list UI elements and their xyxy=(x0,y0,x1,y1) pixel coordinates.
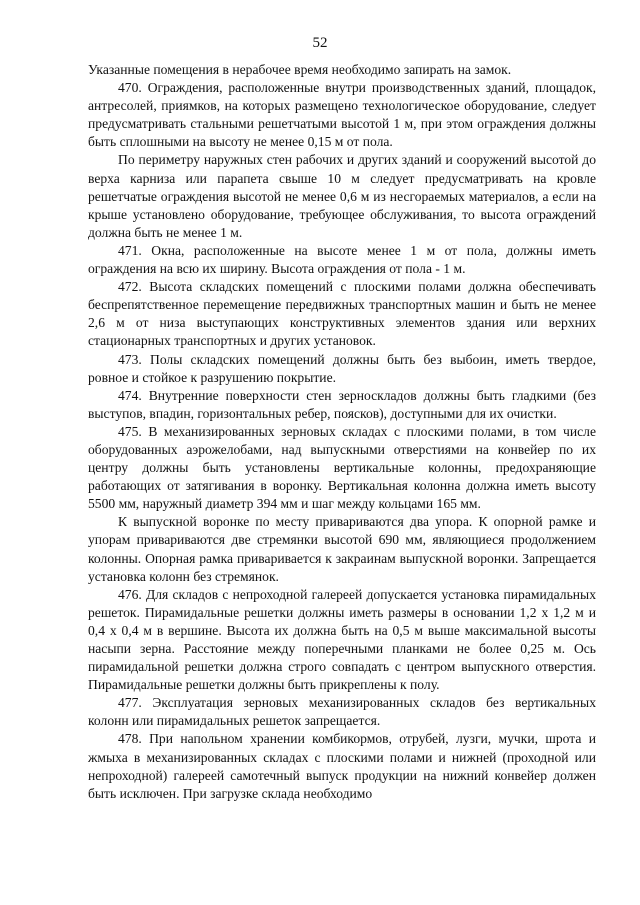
paragraph-470-perimeter: По периметру наружных стен рабочих и других зданий и сооружений высотой до верха карниза или парапета свыше 10 м следует предусматривать на кровле решетчатые ограждения высотой не менее 0,6 м из несгораемых материалов, а если на крыше установлено оборудование, требующее обслуживания, то высота ограждений должна быть не менее 1 м. xyxy=(88,152,596,240)
paragraph-474: 474. Внутренние поверхности стен зерноскладов должны быть гладкими (без выступов, впадин, горизонтальных ребер, поясков), доступными для их очистки. xyxy=(88,387,596,421)
paragraph-471: 471. Окна, расположенные на высоте менее 1 м от пола, должны иметь ограждения на всю их ширину. Высота ограждения от пола - 1 м. xyxy=(88,242,596,277)
paragraph-472: 472. Высота складских помещений с плоскими полами должна обеспечивать беспрепятственное перемещение передвижных транспортных машин и быть не менее 2,6 м от низа выступающих конструктивных элементов здания или верхних стационарных транспортных и других установок. xyxy=(88,279,596,349)
document-body xyxy=(88,61,596,803)
paragraph-477: 477. Эксплуатация зерновых механизированных складов без вертикальных колонн или пирамидальных решеток запрещается. xyxy=(88,695,596,729)
paragraph-470: 470. Ограждения, расположенные внутри производственных зданий, площадок, антресолей, приямков, на которых размещено технологическое оборудование, следует предусматривать стальными решетчатыми высотой 1 м, при этом ограждения должны быть сплошными на высоту не менее 0,15 м от пола. xyxy=(88,80,596,150)
paragraph-476: 476. Для складов с непроходной галереей допускается установка пирамидальных решеток. Пирамидальные решетки должны иметь размеры в основании 1,2 х 1,2 м и 0,4 х 0,4 м в вершине. Высота их должна быть на 0,5 м выше максимальной высоты насыпи зерна. Расстояние между поперечными планками не более 0,25 м. Ось пирамидальной решетки должна строго совпадать с центром выпускного отверстия. Пирамидальные решетки должны быть прикреплены к полу. xyxy=(88,586,596,693)
paragraph-475: 475. В механизированных зерновых складах с плоскими полами, в том числе оборудованных аэрожелобами, над выпускными отверстиями на конвейер по их центру должны быть установлены вертикальные колонны, предохраняющие работающих от затягивания в воронку. Вертикальная колонна должна иметь высоту 5500 мм, наружный диаметр 394 мм и шаг между кольцами 165 мм. xyxy=(88,423,596,512)
paragraph-intro: Указанные помещения в нерабочее время необходимо запирать на замок. xyxy=(88,62,512,77)
paragraph-475-outlet: К выпускной воронке по месту привариваются два упора. К опорной рамке и упорам привариваются две стремянки высотой 690 мм, являющиеся продолжением колонны. Опорная рамка приваривается к закраинам выпускной воронки. Запрещается установка колонн без стремянок. xyxy=(88,514,596,584)
paragraph-473: 473. Полы складских помещений должны быть без выбоин, иметь твердое, ровное и стойкое к разрушению покрытие. xyxy=(88,351,596,385)
page-number: 52 xyxy=(312,35,328,51)
paragraph-478: 478. При напольном хранении комбикормов, отрубей, лузги, мучки, шрота и жмыха в механизированных складах с плоскими полами и нижней (проходной или непроходной) галереей самотечный выпуск продукции на нижний конвейер должен быть исключен. При загрузке склада необходимо xyxy=(88,731,596,801)
